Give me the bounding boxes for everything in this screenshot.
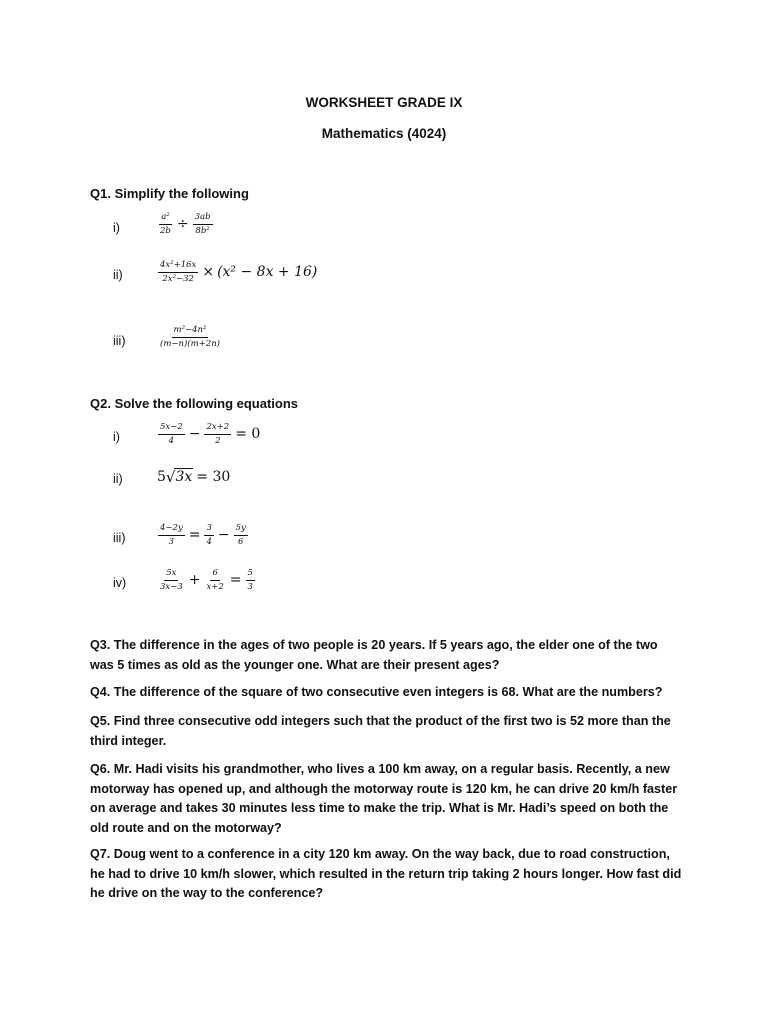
q1-i-expression (157, 213, 214, 235)
q2-ii-expression (157, 468, 233, 486)
expression-tail: = 0 (235, 426, 261, 442)
fraction: $\frac{\text{m²−4n²}}{(m-n)(m+2n)}$ (160, 325, 220, 349)
q2-item-label: i) (113, 430, 120, 444)
q1-heading: Q1. Simplify the following (90, 186, 249, 201)
question-3: Q3. The difference in the ages of two people is 20 years. If 5 years ago, the elder one of the two was 5 times as old as the younger one. What are their present ages? (90, 638, 658, 672)
operator: = (188, 527, 201, 543)
operator: − (188, 426, 201, 442)
question-5: Q5. Find three consecutive odd integers such that the product of the first two is 52 more than the third integer. (90, 714, 671, 748)
expression-tail: (x² − 8x + 16) (217, 264, 318, 280)
worksheet-title: WORKSHEET GRADE IX (305, 95, 463, 110)
radicand: 3x (175, 469, 193, 485)
q2-item-label: ii) (113, 472, 123, 486)
q2-i-expression (157, 423, 263, 445)
question-4: Q4. The difference of the square of two consecutive even integers is 68. What are the numbers? (90, 685, 663, 699)
fraction: $\frac{4-2y}{3}$ (160, 523, 183, 547)
fraction: $\frac{5y}{6}$ (235, 523, 246, 547)
q2-item-label: iii) (113, 531, 126, 545)
fraction: $\frac{3ab}{\text{8b²}}$ (194, 212, 211, 236)
q1-iii-expression (157, 326, 223, 348)
coefficient: 5 (157, 469, 166, 485)
fraction: $\frac{3}{4}$ (206, 523, 212, 547)
fraction: $\frac{5x-2}{4}$ (160, 422, 183, 446)
q2-iii-expression (157, 524, 249, 546)
fraction: $\frac{2x+2}{2}$ (206, 422, 230, 446)
q1-item-label: iii) (113, 334, 126, 348)
fraction: $\frac{5x}{3x-3}$ (160, 568, 183, 592)
expression-tail: = 30 (196, 469, 231, 485)
question-7: Q7. Doug went to a conference in a city 120 km away. On the way back, due to road construction, he had to drive 10 km/h slower, which resulted in the return trip taking 2 hours longer. How fast did he drive on the way to the conference? (90, 847, 682, 900)
fraction: $\frac{6}{x+2}$ (206, 568, 224, 592)
q2-iv-expression (157, 569, 256, 591)
fraction: $\frac{\text{4x²+16x}}{\text{2x²−32}}$ (160, 260, 197, 284)
operator: − (217, 527, 230, 543)
subject-title: Mathematics (4024) (321, 126, 447, 141)
radical-sign-icon: √ (165, 468, 176, 486)
fraction: $\frac{\text{a²}}{2b}$ (160, 212, 171, 236)
square-root (166, 468, 193, 486)
operator: + (188, 572, 201, 588)
operator: ÷ (176, 216, 189, 232)
operator: = (229, 572, 242, 588)
q2-item-label: iv) (113, 576, 127, 590)
q1-ii-expression (157, 261, 317, 283)
operator: × (202, 264, 215, 280)
question-6: Q6. Mr. Hadi visits his grandmother, who lives a 100 km away, on a regular basis. Recently, a new motorway has opened up, and although the motorway route is 120 km, he can drive 20 km/h faster on average and takes 30 minutes less time to make the trip. What is Mr. Hadi’s speed on both the old route and on the motorway? (90, 762, 678, 835)
q1-item-label: i) (113, 221, 120, 235)
fraction: $\frac{5}{3}$ (247, 568, 253, 592)
q2-heading: Q2. Solve the following equations (90, 396, 299, 411)
q1-item-label: ii) (113, 268, 123, 282)
